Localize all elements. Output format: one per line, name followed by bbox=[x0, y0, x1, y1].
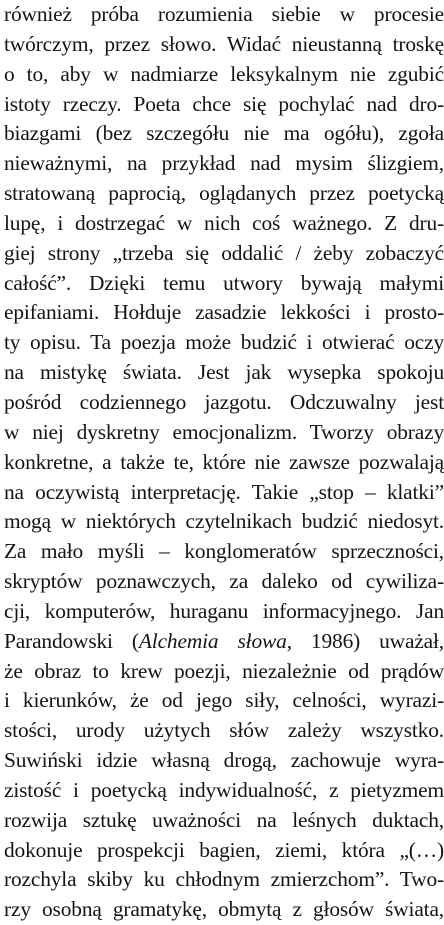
text-line: giej strony „trzeba się oddalić / żeby zobaczyć bbox=[4, 240, 444, 265]
text-line: że obraz to krew poezji, niezależnie od prądów bbox=[4, 658, 444, 683]
body-text bbox=[4, 0, 444, 925]
text-line: skryptów poznawczych, za daleko od cywiliza- bbox=[4, 569, 444, 594]
text-line: biazgami (bez szczegółu nie ma ogółu), zgoła bbox=[4, 121, 444, 146]
text-line: również próba rozumienia siebie w procesie bbox=[4, 2, 444, 26]
text-line: dokonuje prospekcji bagien, ziemi, która „(…) bbox=[4, 837, 444, 862]
text-line: całość”. Dzięki temu utwory bywają małymi bbox=[4, 270, 444, 295]
text-line: twórczym, przez słowo. Widać nieustanną troskę bbox=[4, 31, 444, 56]
text-line: pośród codziennego jazgotu. Odczuwalny jest bbox=[4, 389, 444, 414]
text-line: ty opisu. Ta poezja może budzić i otwierać oczy bbox=[4, 330, 444, 355]
text-line: mogą w niektórych czytelnikach budzić niedosyt. bbox=[4, 509, 444, 534]
text-line: rozchyla skiby ku chłodnym zmierzchom”. Two- bbox=[4, 867, 444, 892]
text-line: epifaniami. Hołduje zasadzie lekkości i prosto- bbox=[4, 300, 444, 325]
text-line: lupę, i dostrzegać w nich coś ważnego. Z dru- bbox=[4, 210, 444, 235]
text-line: stratowaną paprocią, oglądanych przez poetycką bbox=[4, 181, 444, 206]
book-title: Alchemia słowa bbox=[138, 628, 287, 653]
text-line: rozwija sztukę uważności na leśnych duktach, bbox=[4, 807, 444, 832]
text-line-with-title bbox=[4, 627, 444, 657]
text-segment: Parandowski ( bbox=[4, 628, 139, 653]
text-line: stości, urody użytych słów zależy wszystko. bbox=[4, 718, 444, 743]
text-line: na oczywistą interpretację. Takie „stop – klatki” bbox=[4, 479, 444, 504]
text-line: Za mało myśli – konglomeratów sprzeczności, bbox=[4, 539, 444, 564]
text-line: o to, aby w nadmiarze leksykalnym nie zgubić bbox=[4, 61, 444, 86]
text-line: na mistykę świata. Jest jak wysepka spokoju bbox=[4, 360, 444, 385]
text-line: konkretne, a także te, które nie zawsze pozwalają bbox=[4, 449, 444, 474]
text-line: i kierunków, że od jego siły, celności, wyrazi- bbox=[4, 688, 444, 713]
text-line: istoty rzeczy. Poeta chce się pochylać nad dro- bbox=[4, 91, 444, 116]
text-line: Suwiński idzie własną drogą, zachowuje wyra- bbox=[4, 748, 444, 773]
text-line: zistość i poetycką indywidualność, z pietyzmem bbox=[4, 777, 444, 802]
text-line: nieważnymi, na przykład nad mysim ślizgiem, bbox=[4, 151, 444, 176]
text-line: rzy osobną gramatykę, obmytą z głosów świata, bbox=[4, 897, 444, 922]
text-line: cji, komputerów, huraganu informacyjnego. Jan bbox=[4, 598, 444, 623]
text-segment: , 1986) uważał, bbox=[286, 628, 444, 653]
text-line: w niej dyskretny emocjonalizm. Tworzy obrazy bbox=[4, 419, 444, 444]
